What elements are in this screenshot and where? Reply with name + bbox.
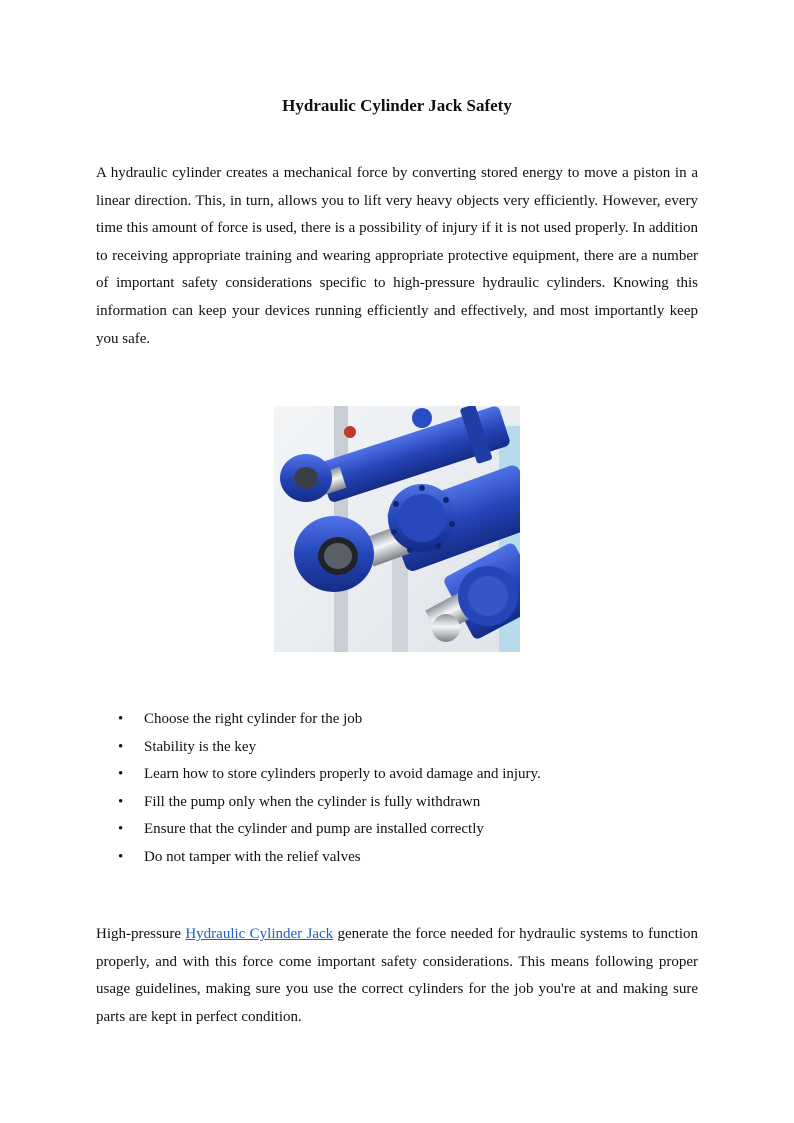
bullet-icon: • (118, 848, 124, 865)
list-item (96, 789, 696, 817)
bullet-icon: • (118, 711, 124, 727)
closing-text-end: generate the force needed for hydraulic systems to function properly, and with this force come important safety considerations. This means following proper usage guidelines, making sure you use the correct cylinders for the job you're at and making sure parts are kept in perfect condition. (96, 926, 698, 1025)
page-title: Hydraulic Cylinder Jack Safety (282, 96, 512, 115)
safety-tips-list (96, 706, 696, 872)
closing-paragraph (96, 921, 698, 1031)
bullet-icon: • (118, 738, 124, 755)
bullet-text: Do not tamper with the relief valves (144, 848, 361, 865)
list-item (96, 706, 696, 734)
bullet-text: Learn how to store cylinders properly to avoid damage and injury. (144, 766, 541, 783)
bullet-text: Fill the pump only when the cylinder is fully withdrawn (144, 793, 481, 810)
bullet-icon: • (118, 821, 124, 838)
list-item (96, 844, 696, 872)
hydraulic-cylinder-jack-link[interactable]: Hydraulic Cylinder Jack (185, 926, 334, 942)
bullet-text: Choose the right cylinder for the job (144, 711, 363, 727)
closing-text-start: High-pressure (96, 926, 186, 942)
list-item (96, 734, 696, 762)
list-item (96, 761, 696, 789)
bullet-text: Ensure that the cylinder and pump are installed correctly (144, 821, 484, 838)
hydraulic-cylinders-photo (274, 406, 520, 652)
bullet-icon: • (118, 766, 124, 783)
bullet-text: Stability is the key (144, 738, 257, 755)
intro-paragraph: A hydraulic cylinder creates a mechanical force by converting stored energy to move a piston in a linear direction. This, in turn, allows you to lift very heavy objects very efficiently. However, every time this amount of force is used, there is a possibility of injury if it is not used properly. In addition to receiving appropriate training and wearing appropriate protective equipment, there are a number of important safety considerations specific to high-pressure hydraulic cylinders. Knowing this information can keep your devices running efficiently and effectively, and most importantly keep you safe. (96, 165, 698, 347)
list-item (96, 816, 696, 844)
bullet-icon: • (118, 793, 124, 810)
